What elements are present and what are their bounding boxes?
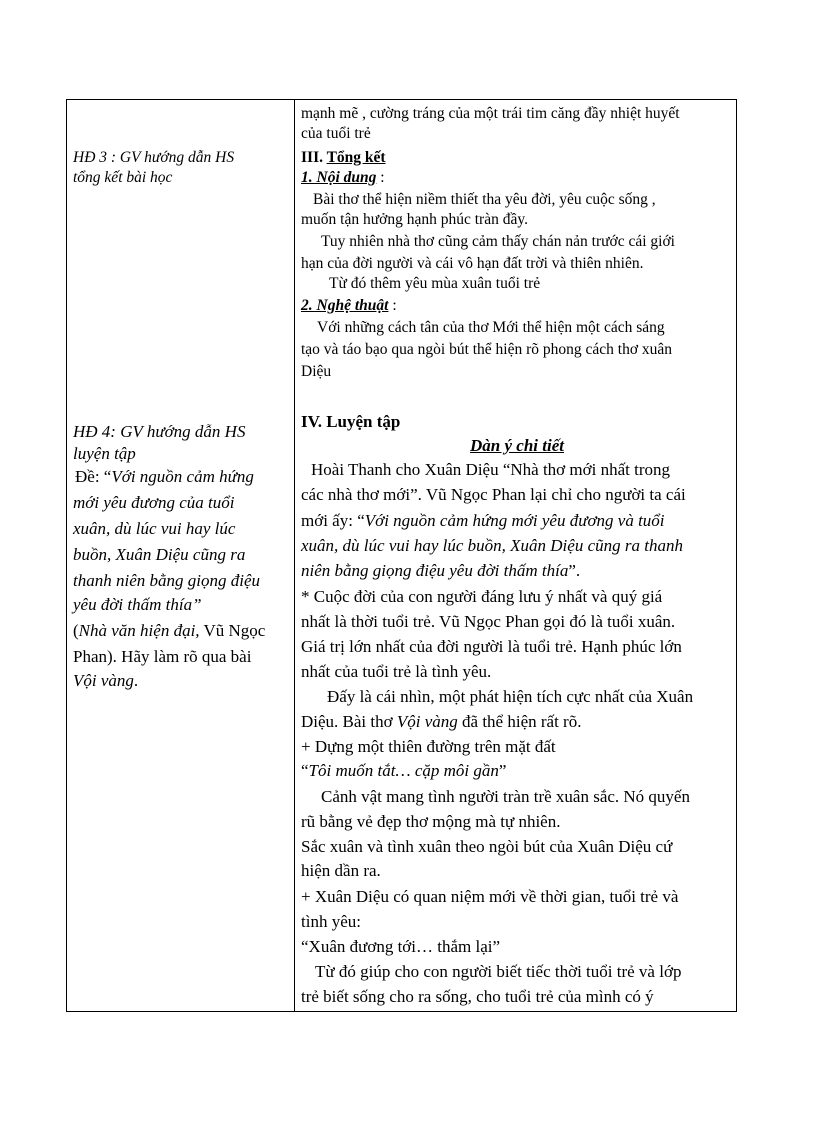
de-label: Đề [75, 467, 95, 486]
lesson-table [66, 99, 737, 1012]
s4-line1: Hoài Thanh cho Xuân Diệu “Nhà thơ mới nhất trong [311, 460, 671, 479]
art-line1: Với những cách tân của thơ Mới thể hiện một cách sáng [317, 319, 665, 336]
de-line7: yêu đời thấm thía” [73, 595, 202, 614]
hd3-line1: HĐ 3 : GV hướng dẫn HS [73, 149, 235, 166]
hd4-line2: luyện tập [73, 444, 136, 463]
s4-line18: + Xuân Diệu có quan niệm mới về thời gian, tuổi trẻ và [301, 887, 679, 906]
s4-line20: “Xuân đương tới… thắm lại” [301, 937, 501, 956]
de-line5: buồn, Xuân Diệu cũng ra [73, 545, 246, 564]
content-line1: Bài thơ thể hiện niềm thiết tha yêu đời, yêu cuộc sống , [313, 191, 656, 208]
de-line6: thanh niên bằng giọng điệu [73, 571, 260, 590]
s4-line2: các nhà thơ mới”. Vũ Ngọc Phan lại chỉ cho người ta cái [301, 485, 686, 504]
section4-heading: IV. Luyện tập [301, 412, 401, 431]
art-heading: 2. Nghệ thuật : [301, 297, 397, 314]
art-line3: Diệu [301, 363, 332, 380]
s4-line5: niên bằng giọng điệu yêu đời thấm thía”. [301, 561, 581, 580]
s4-line3: mới ấy: “Với nguồn cảm hứng mới yêu đương và tuổi [301, 511, 665, 530]
s4-line13: “Tôi muốn tắt… cặp môi gần” [301, 761, 507, 780]
de-line: Đề: “Với nguồn cảm hứng [75, 467, 254, 486]
content-line5: Từ đó thêm yêu mùa xuân tuổi trẻ [329, 275, 541, 292]
s4-line14: Cảnh vật mang tình người tràn trề xuân sắc. Nó quyến [321, 787, 690, 806]
s4-line10: Đấy là cái nhìn, một phát hiện tích cực nhất của Xuân [327, 687, 694, 706]
de-line3: mới yêu đương của tuổi [73, 493, 235, 512]
s4-line8: Giá trị lớn nhất của đời người là tuổi trẻ. Hạnh phúc lớn [301, 637, 682, 656]
s4-line16: Sắc xuân và tình xuân theo ngòi bút của Xuân Diệu cứ [301, 837, 673, 856]
outline-title: Dàn ý chi tiết [470, 436, 564, 455]
s4-line12: + Dựng một thiên đường trên mặt đất [301, 737, 556, 756]
s4-line4: xuân, dù lúc vui hay lúc buồn, Xuân Diệu cũng ra thanh [301, 536, 683, 555]
top-line2: của tuổi trẻ [301, 125, 371, 142]
s4-line7: nhất là thời tuổi trẻ. Vũ Ngọc Phan gọi đó là tuổi xuân. [301, 612, 676, 631]
s4-line22: trẻ biết sống cho ra sống, cho tuổi trẻ của mình có ý [301, 987, 654, 1006]
s4-line17: hiện dần ra. [301, 861, 381, 880]
top-line1: mạnh mẽ , cường tráng của một trái tim căng đầy nhiệt huyết [301, 105, 680, 122]
poem-line: Vội vàng. [73, 671, 139, 690]
section3-heading: III. Tổng kết [301, 149, 386, 166]
source-line2: Phan). Hãy làm rõ qua bài [73, 647, 252, 666]
s4-line9: nhất của tuổi trẻ là tình yêu. [301, 662, 492, 681]
s4-line6: * Cuộc đời của con người đáng lưu ý nhất và quý giá [301, 587, 663, 606]
s4-line21: Từ đó giúp cho con người biết tiếc thời tuổi trẻ và lớp [315, 962, 682, 981]
source-line: (Nhà văn hiện đại, Vũ Ngọc [73, 621, 266, 640]
art-line2: tạo và táo bạo qua ngòi bút thể hiện rõ phong cách thơ xuân [301, 341, 673, 358]
content-line2: muốn tận hưởng hạnh phúc tràn đầy. [301, 211, 528, 228]
hd4-line1: HĐ 4: GV hướng dẫn HS [73, 422, 246, 441]
de-line4: xuân, dù lúc vui hay lúc [73, 519, 236, 538]
hd3-line2: tổng kết bài học [73, 169, 173, 186]
s4-line11: Diệu. Bài thơ Vội vàng đã thể hiện rất rõ. [301, 712, 582, 731]
content-line4: hạn của đời người và cái vô hạn đất trời và thiên nhiên. [301, 255, 644, 272]
poem-title: Vội vàng [73, 671, 134, 690]
content-line3: Tuy nhiên nhà thơ cũng cảm thấy chán nản trước cái giới [321, 233, 675, 250]
s4-line15: rũ bằng vẻ đẹp thơ mộng mà tự nhiên. [301, 812, 561, 831]
column-divider [294, 100, 295, 1011]
s4-line19: tình yêu: [301, 912, 361, 931]
content-heading: 1. Nội dung : [301, 169, 385, 186]
